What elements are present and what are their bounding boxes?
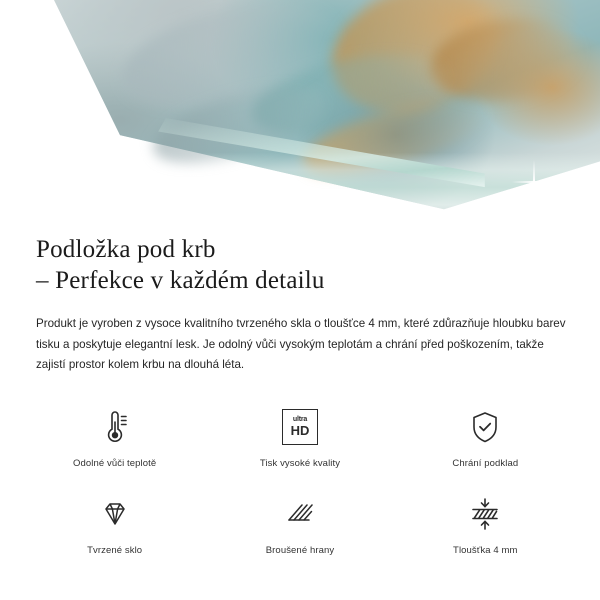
ultra-hd-badge-bottom: HD <box>290 423 310 438</box>
feature-label: Tvrzené sklo <box>87 544 143 556</box>
feature-label: Chrání podklad <box>452 457 519 469</box>
page-title <box>36 234 566 296</box>
thickness-icon <box>396 491 574 537</box>
feature-label: Tisk vysoké kvality <box>259 457 341 469</box>
feature-item-surface-protection <box>396 404 574 469</box>
glass-edge-highlight <box>0 0 600 218</box>
hero-image <box>0 0 600 218</box>
feature-grid <box>0 404 600 556</box>
headline-line-1: Podložka pod krb <box>36 236 216 263</box>
ultra-hd-badge <box>282 409 318 445</box>
ultra-hd-badge-top: ultra <box>292 416 308 423</box>
feature-item-temperature <box>26 404 204 469</box>
polished-edges-icon <box>211 491 389 537</box>
feature-item-tempered-glass <box>26 491 204 556</box>
feature-item-polished-edges <box>211 491 389 556</box>
feature-label: Broušené hrany <box>265 544 335 556</box>
content-block <box>0 218 600 376</box>
shield-check-icon <box>396 404 574 450</box>
ultra-hd-icon <box>211 404 389 450</box>
thermometer-icon <box>26 404 204 450</box>
diamond-icon <box>26 491 204 537</box>
headline-line-2: – Perfekce v každém detailu <box>36 267 325 294</box>
description-paragraph: Produkt je vyroben z vysoce kvalitního tvrzeného skla o tloušťce 4 mm, které zdůrazňuje hloubku barev tisku a poskytuje elegantní lesk. Je odolný vůči vysokým teplotám a chrání před poškozením, takže zajistí prostor kolem krbu na dlouhá léta. <box>36 317 566 371</box>
feature-item-thickness <box>396 491 574 556</box>
feature-label: Odolné vůči teplotě <box>73 457 157 469</box>
feature-label: Tloušťka 4 mm <box>453 544 518 556</box>
feature-item-print-quality <box>211 404 389 469</box>
